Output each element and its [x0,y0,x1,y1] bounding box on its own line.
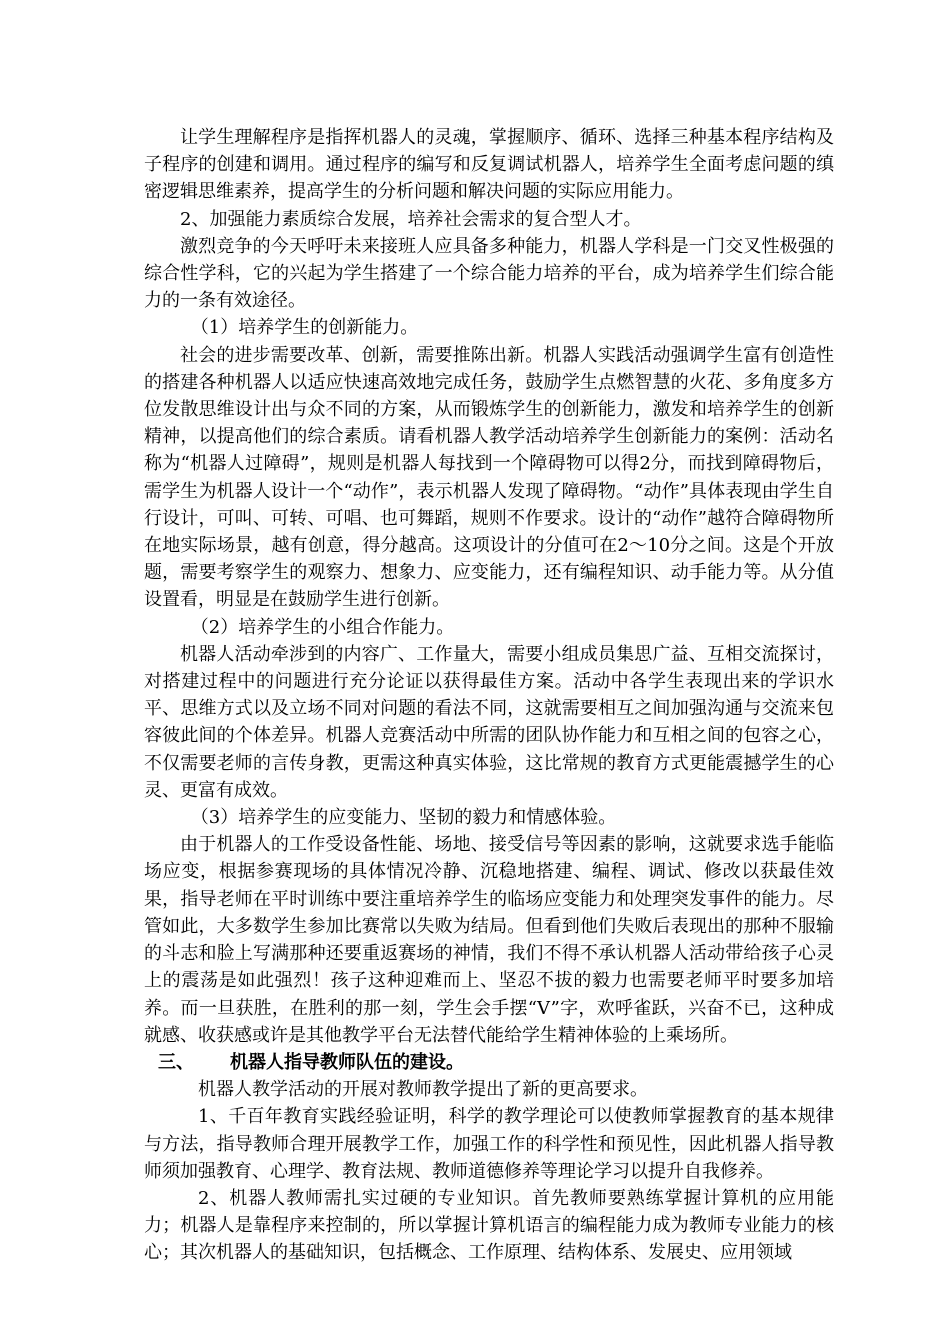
paragraph: 机器人活动牵涉到的内容广、工作量大，需要小组成员集思广益、互相交流探讨，对搭建过程中的问题进行充分论证以获得最佳方案。活动中各学生表现出来的学识水平、思维方式以及立场不同对问题的看法不同，这就需要相互之间加强沟通与交流来包容彼此间的个体差异。机器人竞赛活动中所需的团队协作能力和互相之间的包容之心，不仅需要老师的言传身教，更需这种真实体验，这比常规的教育方式更能震撼学生的心灵、更富有成效。 [144,643,834,801]
subheading: （3）培养学生的应变能力、坚韧的毅力和情感体验。 [190,807,617,829]
paragraph: 让学生理解程序是指挥机器人的灵魂，掌握顺序、循环、选择三种基本程序结构及子程序的创建和调用。通过程序的编写和反复调试机器人，培养学生全面考虑问题的缜密逻辑思维素养，提高学生的分析问题和解决问题的实际应用能力。 [144,127,834,203]
paragraph: 1、千百年教育实践经验证明，科学的教学理论可以使教师掌握教育的基本规律与方法，指导教师合理开展教学工作，加强工作的科学性和预见性，因此机器人指导教师须加强教育、心理学、教育法规、教师道德修养等理论学习以提升自我修养。 [144,1106,834,1182]
section-heading [144,1049,834,1076]
paragraph: 由于机器人的工作受设备性能、场地、接受信号等因素的影响，这就要求选手能临场应变，根据参赛现场的具体情况冷静、沉稳地搭建、编程、调试、修改以获最佳效果，指导老师在平时训练中要注重培养学生的临场应变能力和处理突发事件的能力。尽管如此，大多数学生参加比赛常以失败为结局。但看到他们失败后表现出的那种不服输的斗志和脸上写满那种还要重返赛场的神情，我们不得不承认机器人活动带给孩子心灵上的震荡是如此强烈！孩子这种迎难而上、坚忍不拔的毅力也需要老师平时要多加培养。而一旦获胜，在胜利的那一刻，学生会手摆“V”字，欢呼雀跃，兴奋不已，这种成就感、收获感或许是其他教学平台无法替代能给学生精神体验的上乘场所。 [144,834,834,1046]
paragraph: 2、机器人教师需扎实过硬的专业知识。首先教师要熟练掌握计算机的应用能力；机器人是靠程序来控制的，所以掌握计算机语言的编程能力成为教师专业能力的核心；其次机器人的基础知识，包括概念、工作原理、结构体系、发展史、应用领域 [144,1187,834,1264]
paragraph: 激烈竞争的今天呼吁未来接班人应具备多种能力，机器人学科是一门交叉性极强的综合性学科，它的兴起为学生搭建了一个综合能力培养的平台，成为培养学生们综合能力的一条有效途径。 [144,235,834,312]
paragraph: 机器人教学活动的开展对教师教学提出了新的更高要求。 [198,1079,648,1101]
section-title: 机器人指导教师队伍的建设。 [230,1051,464,1073]
document-page [144,124,834,1267]
subheading: （2）培养学生的小组合作能力。 [190,616,455,638]
paragraph: 社会的进步需要改革、创新，需要推陈出新。机器人实践活动强调学生富有创造性的搭建各种机器人以适应快速高效地完成任务，鼓励学生点燃智慧的火花、多角度多方位发散思维设计出与众不同的方案，从而锻炼学生的创新能力，激发和培养学生的创新精神，以提高他们的综合素质。请看机器人教学活动培养学生创新能力的案例：活动名称为“机器人过障碍”，规则是机器人每找到一个障碍物可以得2分，而找到障碍物后，需学生为机器人设计一个“动作”，表示机器人发现了障碍物。“动作”具体表现由学生自行设计，可叫、可转、可唱、也可舞蹈，规则不作要求。设计的“动作”越符合障碍物所在地实际场景，越有创意，得分越高。这项设计的分值可在2～10分之间。这是个开放题，需要考察学生的观察力、想象力、应变能力，还有编程知识、动手能力等。从分值设置看，明显是在鼓励学生进行创新。 [144,344,834,611]
subheading: （1）培养学生的创新能力。 [190,317,419,339]
paragraph: 2、加强能力素质综合发展，培养社会需求的复合型人才。 [180,208,642,230]
section-number: 三、 [158,1051,194,1073]
